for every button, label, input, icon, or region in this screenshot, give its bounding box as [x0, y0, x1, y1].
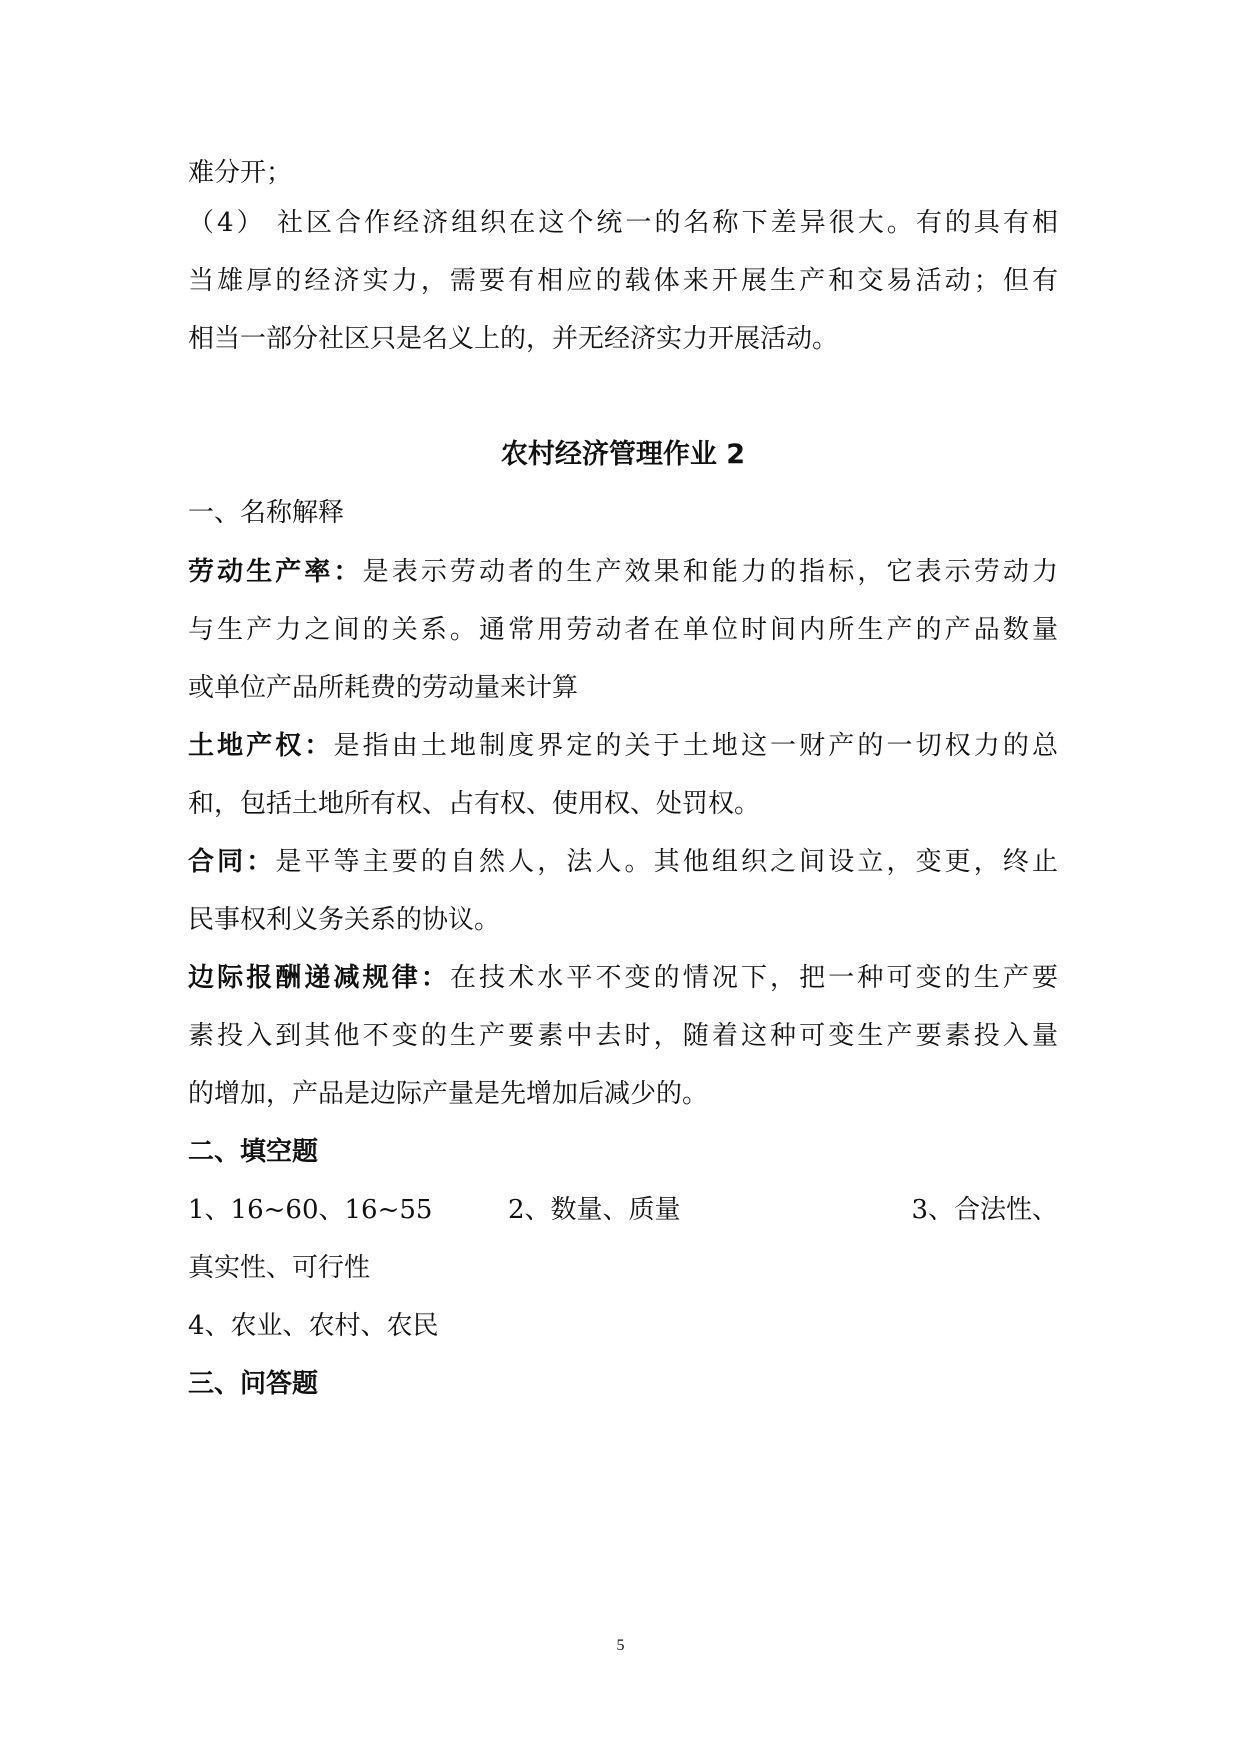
term-1-line-1 [188, 554, 1058, 590]
intro-line: 难分开； [188, 158, 293, 188]
answer-1: 1、16~60、16~55 [188, 1195, 433, 1225]
term-1-line-2: 与生产力之间的关系。通常用劳动者在单位时间内所生产的产品数量 [188, 615, 1058, 645]
term-4-name: 边际报酬递减规律 [188, 963, 421, 993]
answer-2: 2、数量、质量 [508, 1195, 681, 1225]
term-2-separator: ： [304, 731, 334, 761]
answer-3-continued: 真实性、可行性 [188, 1253, 371, 1283]
term-2-line-1 [188, 728, 1058, 764]
part-2-heading: 二、填空题 [188, 1137, 319, 1167]
term-2-definition-start: 是指由土地制度界定的关于土地这一财产的一切权力的总 [333, 731, 1058, 761]
answer-3-start: 3、合法性、 [911, 1195, 1058, 1225]
item-4-line-2: 当雄厚的经济实力，需要有相应的载体来开展生产和交易活动；但有 [188, 266, 1058, 296]
part-3-heading: 三、问答题 [188, 1369, 319, 1399]
section-title: 农村经济管理作业 2 [500, 439, 746, 470]
term-3-separator: ： [246, 847, 276, 877]
part-1-heading: 一、名称解释 [188, 498, 345, 528]
term-3-line-1 [188, 844, 1058, 880]
item-4-line-1: （4） 社区合作经济组织在这个统一的名称下差异很大。有的具有相 [188, 208, 1058, 238]
term-2-line-2: 和，包括土地所有权、占有权、使用权、处罚权。 [188, 789, 761, 819]
term-4-line-2: 素投入到其他不变的生产要素中去时，随着这种可变生产要素投入量 [188, 1021, 1058, 1051]
term-1-definition-start: 是表示劳动者的生产效果和能力的指标，它表示劳动力 [362, 557, 1058, 587]
fill-in-answers-row [188, 1192, 1058, 1228]
answer-4: 4、农业、农村、农民 [188, 1311, 439, 1341]
term-4-definition-start: 在技术水平不变的情况下，把一种可变的生产要 [449, 963, 1058, 993]
term-1-name: 劳动生产率 [188, 557, 334, 587]
term-3-name: 合同 [188, 847, 247, 877]
term-2-name: 土地产权 [188, 731, 305, 761]
term-4-separator: ： [420, 963, 450, 993]
term-4-line-1 [188, 960, 1058, 996]
page-number: 5 [616, 1637, 625, 1654]
item-4-line-3: 相当一部分社区只是名义上的，并无经济实力开展活动。 [188, 324, 839, 354]
term-3-definition-start: 是平等主要的自然人，法人。其他组织之间设立，变更，终止 [275, 847, 1058, 877]
term-3-line-2: 民事权利义务关系的协议。 [188, 905, 501, 935]
term-4-line-3: 的增加，产品是边际产量是先增加后减少的。 [188, 1079, 709, 1109]
term-1-line-3: 或单位产品所耗费的劳动量来计算 [188, 673, 579, 703]
term-1-separator: ： [333, 557, 363, 587]
